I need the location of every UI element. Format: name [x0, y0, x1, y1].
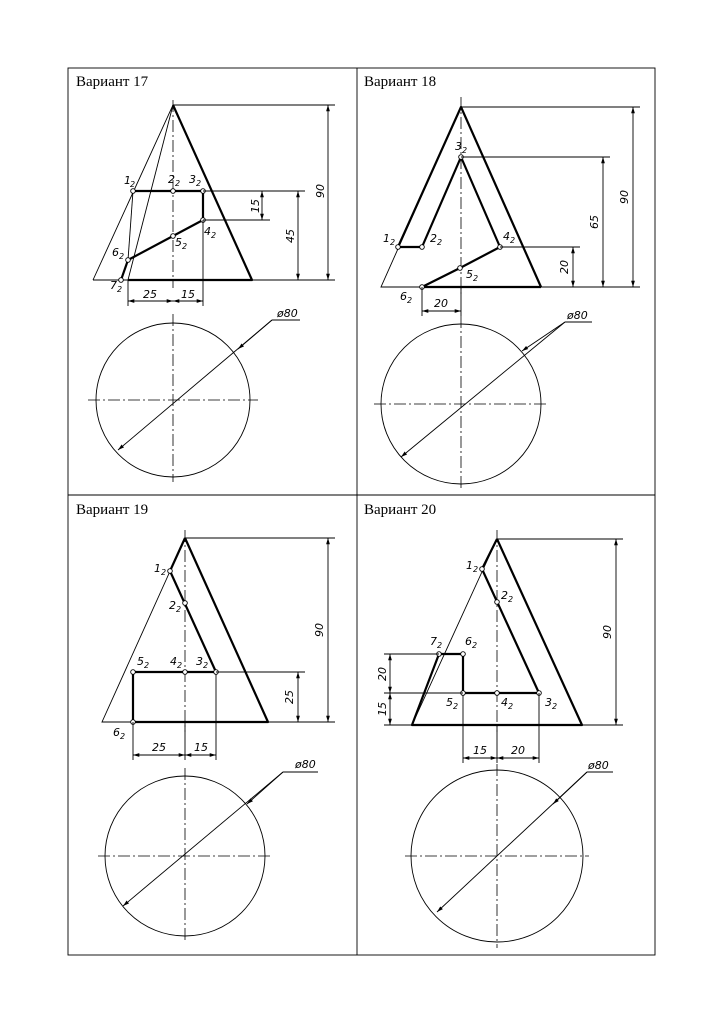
dim-19-90: 90	[313, 623, 326, 637]
point-label-5: 5	[175, 236, 182, 249]
variant-18-top-view	[374, 309, 592, 490]
svg-text:2: 2	[472, 641, 478, 650]
dim-20-20: 20	[376, 667, 389, 681]
variant-19-panel	[76, 502, 335, 942]
point-label-1: 1	[466, 559, 473, 572]
dim-18-90: 90	[618, 190, 631, 204]
point-label-4: 4	[503, 230, 510, 243]
point-label-4: 4	[501, 696, 508, 709]
dim-18-20: 20	[558, 260, 571, 274]
svg-text:2: 2	[510, 236, 516, 245]
point-label-4: 4	[204, 225, 211, 238]
point-label-5: 5	[466, 268, 473, 281]
svg-text:2: 2	[182, 242, 188, 251]
svg-text:2: 2	[117, 285, 123, 294]
point-label-6: 6	[400, 290, 407, 303]
dim-17-15b: 15	[181, 288, 195, 301]
svg-text:2: 2	[462, 146, 468, 155]
svg-text:2: 2	[508, 595, 514, 604]
svg-text:2: 2	[453, 702, 459, 711]
point-label-5: 5	[137, 655, 144, 668]
dim-19-25b: 25	[152, 741, 166, 754]
point-label-1: 1	[383, 232, 390, 245]
svg-text:2: 2	[473, 274, 479, 283]
dim-18-65: 65	[588, 215, 601, 229]
variant-18-dimensions	[422, 107, 640, 316]
variant-20-point-labels	[430, 559, 557, 711]
svg-text:2: 2	[407, 296, 413, 305]
variant-18-point-labels	[383, 140, 515, 305]
svg-text:2: 2	[176, 605, 182, 614]
sheet-frame	[68, 68, 655, 955]
variant-17-top-view	[88, 307, 300, 482]
variant-17-front-view	[93, 100, 252, 288]
dim-17-25: 25	[143, 288, 157, 301]
svg-text:2: 2	[211, 231, 217, 240]
variant-19-top-view	[98, 758, 318, 942]
point-label-4: 4	[170, 655, 177, 668]
variant-18-front-view	[381, 97, 541, 295]
dim-20-15: 15	[376, 702, 389, 716]
point-label-3: 3	[189, 173, 196, 186]
point-label-3: 3	[196, 655, 203, 668]
point-label-2: 2	[501, 589, 508, 602]
svg-text:2: 2	[161, 568, 167, 577]
point-label-7: 7	[430, 635, 437, 648]
variant-18-panel	[364, 74, 640, 490]
variant-17-panel	[76, 74, 335, 482]
svg-text:2: 2	[552, 702, 558, 711]
point-label-7: 7	[110, 279, 117, 292]
dim-20-90: 90	[601, 625, 614, 639]
variant-17-title: Вариант 17	[76, 74, 149, 90]
point-label-6: 6	[465, 635, 472, 648]
variant-19-front-view	[102, 530, 268, 732]
variant-19-title: Вариант 19	[76, 502, 149, 518]
svg-text:2: 2	[473, 565, 479, 574]
variant-18-title: Вариант 18	[364, 74, 437, 90]
point-label-6: 6	[113, 726, 120, 739]
point-label-2: 2	[168, 173, 175, 186]
dim-18-20b: 20	[434, 297, 448, 310]
point-label-2: 2	[430, 232, 437, 245]
svg-text:2: 2	[437, 641, 443, 650]
svg-text:2: 2	[120, 732, 126, 741]
point-label-5: 5	[446, 696, 453, 709]
diameter-label-17: ø80	[277, 307, 298, 320]
dim-19-25: 25	[283, 690, 296, 704]
svg-text:2: 2	[119, 252, 125, 261]
point-label-2: 2	[169, 599, 176, 612]
svg-text:2: 2	[203, 661, 209, 670]
variant-20-panel	[364, 502, 623, 948]
dim-20-20b: 20	[511, 744, 525, 757]
dim-20-15b: 15	[473, 744, 487, 757]
variant-20-title: Вариант 20	[364, 502, 437, 518]
variant-20-dimensions	[376, 539, 623, 763]
svg-text:2: 2	[144, 661, 150, 670]
point-label-3: 3	[545, 696, 552, 709]
svg-text:2: 2	[508, 702, 514, 711]
svg-text:2: 2	[177, 661, 183, 670]
dim-19-15: 15	[194, 741, 208, 754]
point-label-6: 6	[112, 246, 119, 259]
diameter-label-20: ø80	[588, 759, 609, 772]
svg-text:2: 2	[175, 179, 181, 188]
dim-17-90: 90	[314, 184, 327, 198]
svg-text:2: 2	[196, 179, 202, 188]
variant-20-top-view	[405, 759, 613, 948]
point-label-1: 1	[154, 562, 161, 575]
svg-text:2: 2	[390, 238, 396, 247]
svg-text:2: 2	[130, 180, 136, 189]
point-label-3: 3	[455, 140, 462, 153]
dim-17-15: 15	[249, 199, 262, 213]
diameter-label-19: ø80	[295, 758, 316, 771]
variant-19-point-labels	[113, 562, 208, 741]
diameter-label-18: ø80	[567, 309, 588, 322]
point-label-1: 1	[124, 174, 131, 187]
dim-17-45: 45	[284, 229, 297, 243]
svg-text:2: 2	[437, 238, 443, 247]
